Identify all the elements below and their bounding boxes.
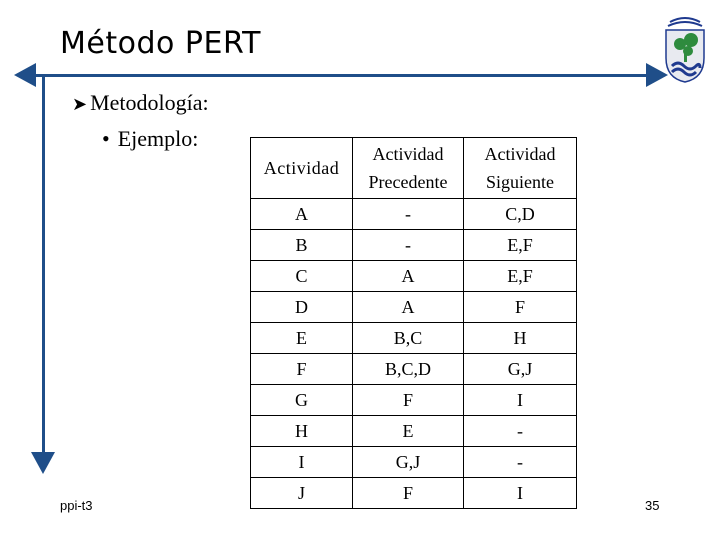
cell-actividad: C: [251, 261, 353, 292]
horizontal-axis-line: [20, 74, 660, 77]
table-row: [251, 261, 577, 292]
table-row: [251, 323, 577, 354]
cell-precedente: -: [353, 199, 464, 230]
arrow-left-icon: [14, 63, 36, 87]
cell-precedente: A: [353, 261, 464, 292]
arrow-bullet-icon: ➤: [72, 94, 88, 115]
cell-siguiente: H: [464, 323, 577, 354]
cell-siguiente: E,F: [464, 261, 577, 292]
arrow-down-icon: [31, 452, 55, 474]
cell-precedente: B,C: [353, 323, 464, 354]
cell-actividad: E: [251, 323, 353, 354]
cell-siguiente: C,D: [464, 199, 577, 230]
cell-siguiente: I: [464, 478, 577, 509]
cell-actividad: H: [251, 416, 353, 447]
cell-precedente: A: [353, 292, 464, 323]
cell-siguiente: F: [464, 292, 577, 323]
bullet-text: Metodología:: [90, 90, 209, 115]
table-row: [251, 385, 577, 416]
table-row: [251, 199, 577, 230]
cell-actividad: G: [251, 385, 353, 416]
cell-siguiente: -: [464, 416, 577, 447]
cell-actividad: B: [251, 230, 353, 261]
bullet-ejemplo: [102, 126, 198, 152]
cell-actividad: I: [251, 447, 353, 478]
table-row: [251, 230, 577, 261]
bullet-metodologia: [72, 90, 209, 116]
table-row: [251, 292, 577, 323]
cell-actividad: D: [251, 292, 353, 323]
pert-table: [250, 137, 577, 509]
cell-precedente: F: [353, 478, 464, 509]
table-header-row: [251, 138, 577, 199]
table-row: [251, 416, 577, 447]
header-siguiente: Actividad Siguiente: [464, 138, 577, 199]
dot-bullet-icon: •: [102, 126, 110, 151]
table-row: [251, 478, 577, 509]
table-row: [251, 354, 577, 385]
cell-precedente: G,J: [353, 447, 464, 478]
cell-precedente: E: [353, 416, 464, 447]
cell-siguiente: I: [464, 385, 577, 416]
cell-precedente: -: [353, 230, 464, 261]
cell-precedente: F: [353, 385, 464, 416]
university-logo-icon: [660, 14, 710, 84]
footer-label: ppi-t3: [60, 498, 93, 513]
slide-title: Método PERT: [60, 26, 261, 61]
header-precedente: Actividad Precedente: [353, 138, 464, 199]
cell-siguiente: -: [464, 447, 577, 478]
page-number: 35: [645, 498, 660, 513]
table-row: [251, 447, 577, 478]
vertical-axis-line: [42, 74, 45, 454]
cell-precedente: B,C,D: [353, 354, 464, 385]
bullet-text: Ejemplo:: [117, 126, 199, 151]
header-actividad: Actividad: [251, 138, 353, 199]
cell-siguiente: G,J: [464, 354, 577, 385]
cell-actividad: F: [251, 354, 353, 385]
cell-siguiente: E,F: [464, 230, 577, 261]
cell-actividad: A: [251, 199, 353, 230]
cell-actividad: J: [251, 478, 353, 509]
